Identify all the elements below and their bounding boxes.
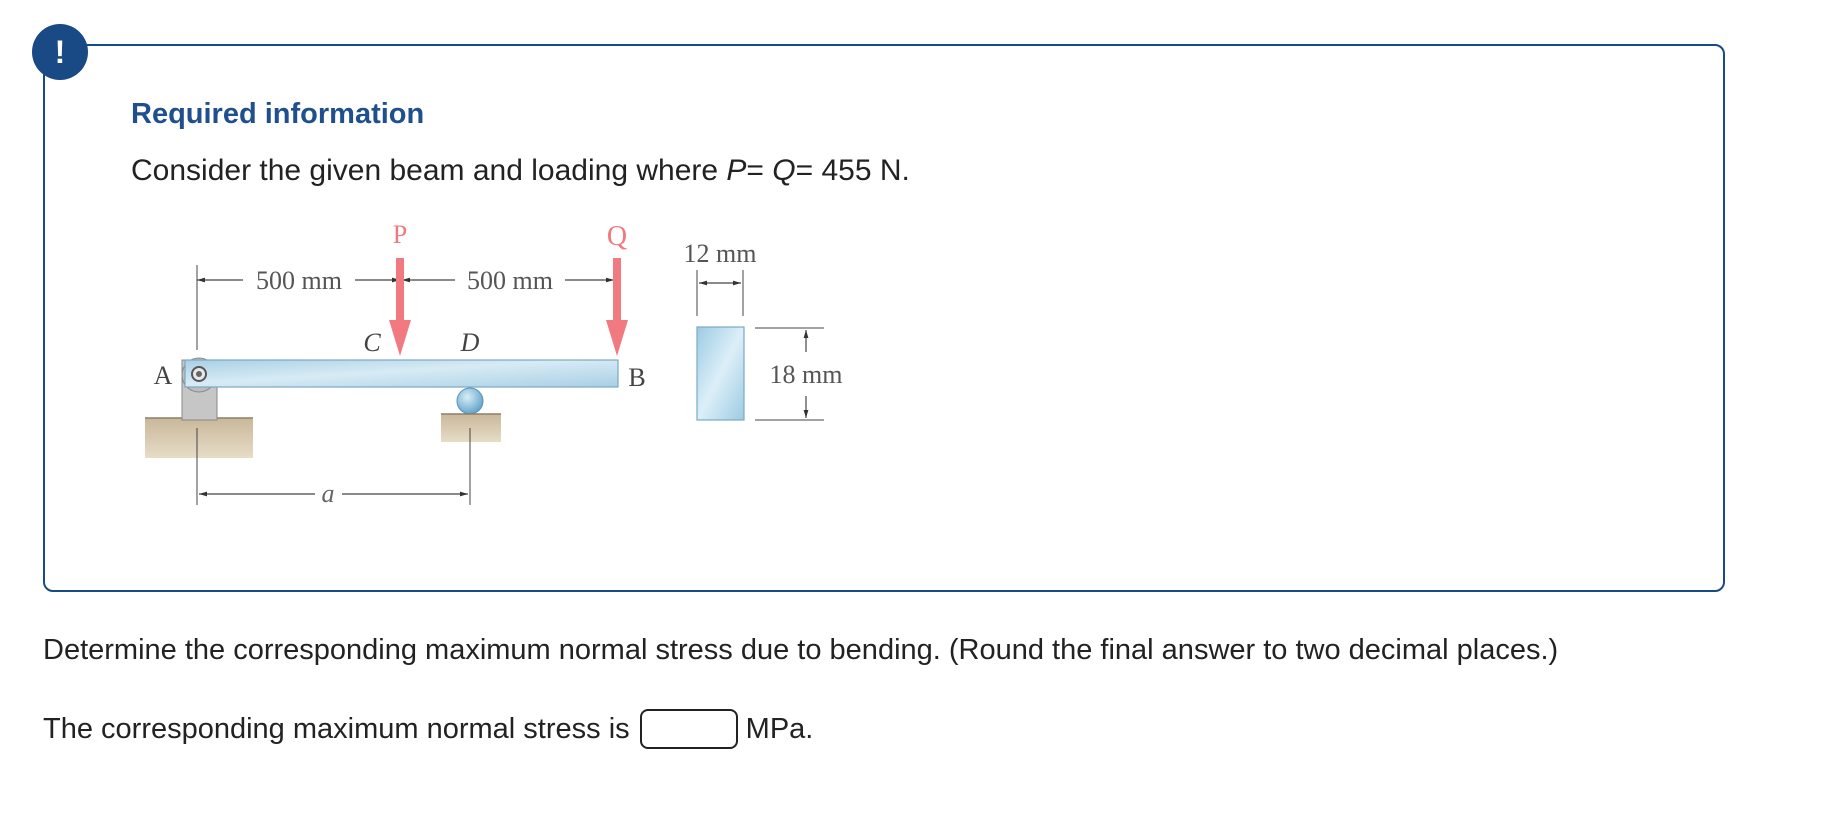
load-p-head [389,320,411,356]
load-p-shaft [396,258,404,324]
question-text: Determine the corresponding maximum normal stress due to bending. (Round the final answer to two decimal places.) [43,634,1559,666]
beam-figure [140,215,900,535]
answer-prefix: The corresponding maximum normal stress is [43,712,630,745]
section-width-label: 12 mm [683,239,757,268]
info-title: Required information [131,98,425,130]
label-c: C [363,328,381,357]
answer-input[interactable] [640,709,738,749]
answer-line [43,709,813,749]
var-p: P [726,154,747,187]
label-a: A [153,361,173,390]
pin-a-center [196,371,202,377]
roller-d [457,388,483,414]
dim-ac-label: 500 mm [256,266,342,295]
load-q-head [606,320,628,356]
var-q: Q [772,154,796,187]
load-q-shaft [613,258,621,324]
dim-cb-label: 500 mm [467,266,553,295]
load-q-label: Q [606,221,628,252]
info-text-prefix: Consider the given beam and loading where [131,154,727,187]
beam [185,360,618,387]
cross-section [697,327,744,420]
ground-d [441,414,501,442]
answer-unit: MPa. [745,712,814,745]
label-b: B [628,363,646,392]
eq1: = [746,154,773,187]
ground-a [145,418,253,458]
section-height-label: 18 mm [769,360,843,389]
label-d: D [460,328,480,357]
dim-a-label: a [321,479,335,508]
info-text [131,154,910,188]
alert-icon: ! [32,24,88,80]
eq2: = 455 N. [795,154,910,187]
load-p-label: P [392,220,408,249]
